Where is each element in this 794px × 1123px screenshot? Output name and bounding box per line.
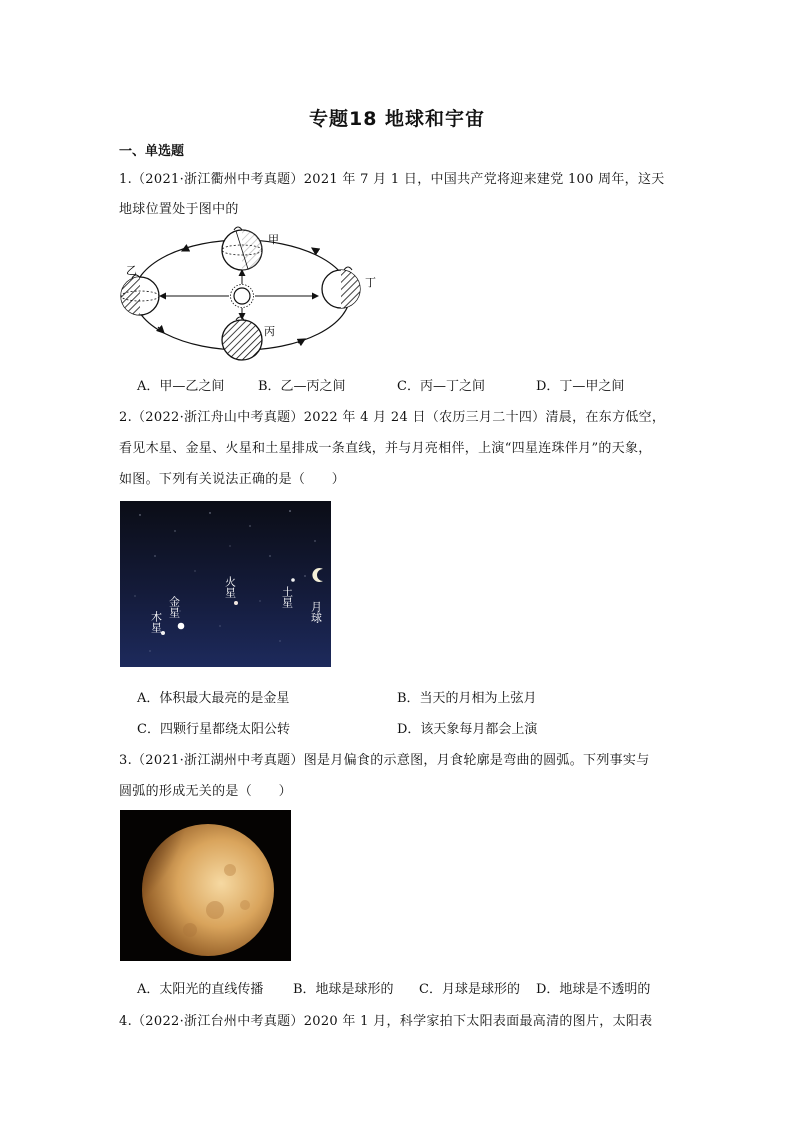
page-title: 专题18 地球和宇宙: [308, 108, 486, 130]
q2-option-b[interactable]: B．当天的月相为上弦月: [397, 691, 537, 706]
section-heading: 一、单选题: [119, 144, 185, 159]
q4-stem-line1: 4.（2022·浙江台州中考真题）2020 年 1 月，科学家拍下太阳表面最高清的图片，太阳表: [119, 1014, 653, 1029]
sun-icon: [231, 285, 254, 308]
label-yi: 乙: [126, 264, 137, 277]
saturn-dot: [291, 578, 295, 582]
earth-ding-icon: [322, 267, 360, 308]
mars-dot: [234, 601, 238, 605]
label-venus: 金星: [167, 596, 181, 618]
q3-stem-line2: 圆弧的形成无关的是（ ）: [119, 784, 292, 799]
q1-option-d[interactable]: D．丁—甲之间: [536, 379, 625, 394]
planets-alignment-photo: [120, 501, 331, 667]
q2-option-d[interactable]: D．该天象每月都会上演: [397, 722, 538, 737]
q1-stem-line2: 地球位置处于图中的: [119, 202, 239, 217]
q3-option-a[interactable]: A．太阳光的直线传播: [137, 982, 264, 997]
q1-option-b[interactable]: B．乙—丙之间: [258, 379, 346, 394]
q3-stem-line1: 3.（2021·浙江湖州中考真题）图是月偏食的示意图，月食轮廓是弯曲的圆弧。下列事实与: [119, 753, 650, 768]
q2-stem-line3: 如图。下列有关说法正确的是（ ）: [119, 472, 346, 487]
q3-option-d[interactable]: D．地球是不透明的: [536, 982, 651, 997]
earth-jia-icon: [222, 227, 262, 270]
q3-option-c[interactable]: C．月球是球形的: [419, 982, 520, 997]
q1-option-a[interactable]: A．甲—乙之间: [137, 379, 225, 394]
label-jia: 甲: [268, 233, 279, 246]
label-bing: 丙: [264, 325, 275, 338]
q3-option-b[interactable]: B．地球是球形的: [293, 982, 394, 997]
label-moon: 月球: [309, 601, 323, 623]
q1-option-c[interactable]: C．丙—丁之间: [397, 379, 485, 394]
label-mars: 火星: [223, 576, 237, 598]
label-saturn: 土星: [280, 586, 294, 608]
q1-stem-line1: 1.（2021·浙江衢州中考真题）2021 年 7 月 1 日，中国共产党将迎来建党 100 周年，这天: [119, 172, 665, 187]
earth-bing-icon: [222, 317, 262, 360]
venus-dot: [178, 623, 185, 630]
label-ding: 丁: [365, 276, 376, 289]
earth-orbit-diagram: [118, 222, 378, 367]
q2-stem-line1: 2.（2022·浙江舟山中考真题）2022 年 4 月 24 日（农历三月二十四）清晨，在东方低空，: [119, 410, 666, 425]
q2-option-a[interactable]: A．体积最大最亮的是金星: [137, 691, 290, 706]
q2-stem-line2: 看见木星、金星、火星和土星排成一条直线，并与月亮相伴，上演“四星连珠伴月”的天象，: [119, 441, 652, 456]
label-jupiter: 木星: [149, 611, 163, 633]
earth-yi-icon: [121, 275, 159, 315]
partial-lunar-eclipse-photo: [120, 810, 291, 961]
q2-option-c[interactable]: C．四颗行星都绕太阳公转: [137, 722, 290, 737]
